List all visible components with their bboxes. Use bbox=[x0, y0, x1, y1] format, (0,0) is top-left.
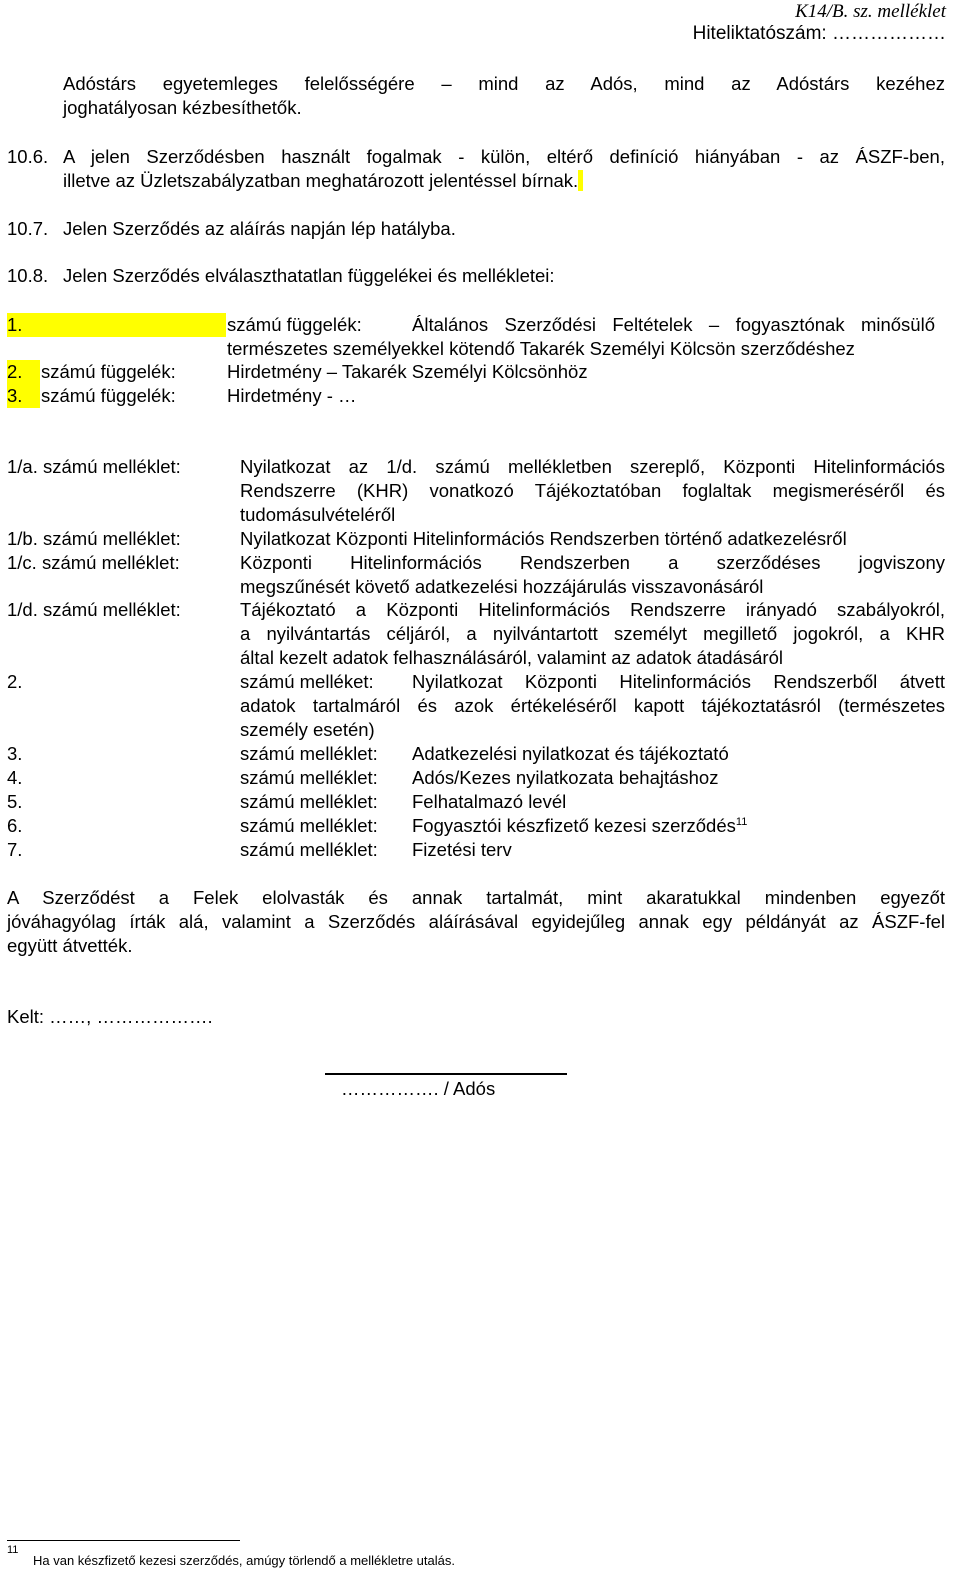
signature-line bbox=[325, 1073, 567, 1075]
closing-line-3: együtt átvették. bbox=[7, 935, 133, 956]
place-date: Kelt: ……, ………………. bbox=[7, 1006, 213, 1027]
annex-1c-label: 1/c. számú melléklet: bbox=[7, 552, 180, 573]
annex-5-title: Felhatalmazó levél bbox=[412, 791, 567, 812]
annex-7-number: 7. bbox=[7, 839, 23, 860]
annex-1a-line-1: Nyilatkozat az 1/d. számú mellékletben szereplő, Központi Hitelinformációs bbox=[240, 456, 945, 477]
clause-10-6-line-1: A jelen Szerződésben használt fogalmak - külön, eltérő definíció hiányában - az ÁSZF-ben, bbox=[63, 146, 945, 167]
annex-6-number: 6. bbox=[7, 815, 23, 836]
appendix-1-title-line-2: természetes személyekkel kötendő Takarék Személyi Kölcsön szerződéshez bbox=[227, 338, 855, 359]
footnote-number: 11 bbox=[7, 1544, 19, 1556]
annex-5-label: számú melléklet: bbox=[240, 791, 378, 812]
annex-3-label: számú melléklet: bbox=[240, 743, 378, 764]
clause-10-7-text: Jelen Szerződés az aláírás napján lép hatályba. bbox=[63, 218, 456, 239]
annex-4-number: 4. bbox=[7, 767, 23, 788]
annex-2-label: számú melléket: bbox=[240, 671, 374, 692]
annex-1a-line-2: Rendszerre (KHR) vonatkozó Tájékoztatóban foglaltak megismeréséről és bbox=[240, 480, 945, 501]
annex-7-title: Fizetési terv bbox=[412, 839, 512, 860]
annex-2-line-3: személy esetén) bbox=[240, 719, 375, 740]
credit-id bbox=[693, 22, 946, 46]
annex-6-label: számú melléklet: bbox=[240, 815, 378, 836]
annex-1d-line-1: Tájékoztató a Központi Hitelinformációs Rendszerre irányadó szabályokról, bbox=[240, 599, 945, 620]
appendix-3-number: 3. bbox=[7, 384, 40, 408]
footnote-text: Ha van készfizető kezesi szerződés, amúgy törlendő a mellékletre utalás. bbox=[33, 1553, 455, 1568]
annex-3-title: Adatkezelési nyilatkozat és tájékoztató bbox=[412, 743, 729, 764]
clause-10-7-number: 10.7. bbox=[7, 218, 49, 239]
footnote-reference[interactable]: 11 bbox=[735, 815, 748, 828]
intro-line-2: joghatályosan kézbesíthetők. bbox=[63, 97, 302, 118]
annex-5-number: 5. bbox=[7, 791, 23, 812]
annex-4-label: számú melléklet: bbox=[240, 767, 378, 788]
highlight-marker bbox=[578, 170, 583, 191]
signature-label: ……………. / Adós bbox=[341, 1078, 496, 1099]
clause-10-8-text: Jelen Szerződés elválaszthatatlan függelékei és mellékletei: bbox=[63, 265, 555, 286]
credit-id-label: Hiteliktatószám: bbox=[692, 23, 827, 44]
clause-10-6-line-2: illetve az Üzletszabályzatban meghatározott jelentéssel bírnak. bbox=[63, 169, 583, 193]
intro-line-1: Adóstárs egyetemleges felelősségére – mind az Adós, mind az Adóstárs kezéhez bbox=[63, 73, 945, 94]
annex-7-label: számú melléklet: bbox=[240, 839, 378, 860]
clause-10-8-number: 10.8. bbox=[7, 265, 49, 286]
annex-1d-label: 1/d. számú melléklet: bbox=[7, 599, 181, 620]
annex-4-title: Adós/Kezes nyilatkozata behajtáshoz bbox=[412, 767, 719, 788]
annex-1a-line-3: tudomásulvételéről bbox=[240, 504, 396, 525]
appendix-1-title-line-1: Általános Szerződési Feltételek – fogyasztónak minősülő bbox=[412, 314, 935, 335]
annex-1c-line-1: Központi Hitelinformációs Rendszerben a szerződéses jogviszony bbox=[240, 552, 945, 573]
annex-2-line-2: adatok tartalmáról és azok értékeléséről kapott tájékoztatásról (természetes bbox=[240, 695, 945, 716]
clause-10-6-number: 10.6. bbox=[7, 146, 49, 167]
annex-1d-line-3: által kezelt adatok felhasználásáról, valamint az adatok átadásáról bbox=[240, 647, 783, 668]
annex-2-number: 2. bbox=[7, 671, 23, 692]
annex-1c-line-2: megszűnését követő adatkezelési hozzájárulás visszavonásáról bbox=[240, 576, 764, 597]
appendix-1-number: 1. bbox=[7, 313, 226, 337]
appendix-1-label: számú függelék: bbox=[227, 314, 362, 335]
credit-id-value: ……………… bbox=[832, 23, 946, 44]
footnote-separator bbox=[7, 1540, 240, 1541]
annex-2-line-1: Nyilatkozat Központi Hitelinformációs Rendszerből átvett bbox=[412, 671, 945, 692]
appendix-3-label: számú függelék: bbox=[41, 385, 176, 406]
appendix-2-title: Hirdetmény – Takarék Személyi Kölcsönhöz bbox=[227, 361, 588, 382]
annex-1b-line-1: Nyilatkozat Központi Hitelinformációs Rendszerben történő adatkezelésről bbox=[240, 528, 847, 549]
annex-reference: K14/B. sz. melléklet bbox=[795, 1, 946, 22]
appendix-2-number: 2. bbox=[7, 360, 40, 384]
annex-1d-line-2: a nyilvántartás céljáról, a nyilvántartott személyt megillető jogokról, a KHR bbox=[240, 623, 945, 644]
annex-1a-label: 1/a. számú melléklet: bbox=[7, 456, 181, 477]
closing-line-2: jóváhagyólag írták alá, valamint a Szerződés aláírásával egyidejűleg annak egy példányát az ÁSZF-fel bbox=[7, 911, 945, 932]
annex-1b-label: 1/b. számú melléklet: bbox=[7, 528, 181, 549]
closing-line-1: A Szerződést a Felek elolvasták és annak tartalmát, mint akaratukkal mindenben egyezőt bbox=[7, 887, 945, 908]
annex-3-number: 3. bbox=[7, 743, 23, 764]
annex-6-title: Fogyasztói készfizető kezesi szerződés$^{11}$ bbox=[412, 815, 748, 836]
appendix-3-title: Hirdetmény - … bbox=[227, 385, 357, 406]
appendix-2-label: számú függelék: bbox=[41, 361, 176, 382]
